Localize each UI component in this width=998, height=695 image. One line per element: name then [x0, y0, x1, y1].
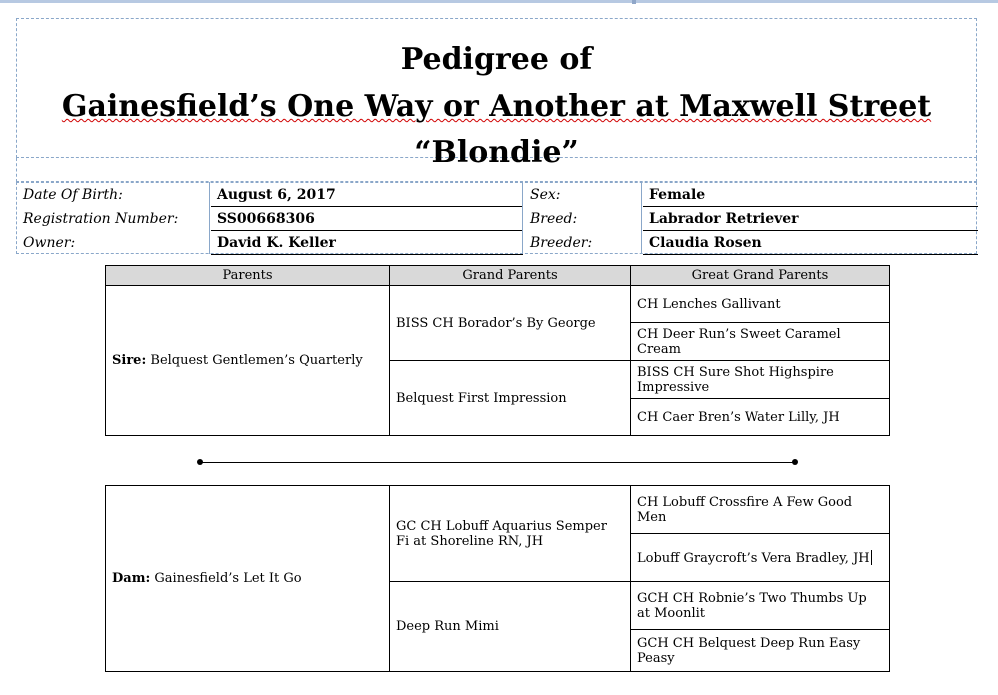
- underline: [643, 206, 978, 207]
- underline: [211, 230, 523, 231]
- sire-great-grandparent-1: CH Lenches Gallivant: [631, 286, 890, 323]
- dam-great-grandparent-1: CH Lobuff Crossfire A Few Good Men: [631, 486, 890, 534]
- breeder-value: Claudia Rosen: [649, 235, 762, 251]
- sire-name: Belquest Gentlemen’s Quarterly: [150, 353, 363, 368]
- info-row-reg: [17, 207, 978, 231]
- dob-value: August 6, 2017: [217, 187, 336, 203]
- separator-endpoint: [792, 459, 798, 465]
- title-dog-name: Gainesfield’s One Way or Another at Maxwell Street: [61, 89, 932, 124]
- header-parents: Parents: [106, 266, 390, 286]
- separator-line: [200, 462, 796, 463]
- title-line-1: Pedigree of: [400, 42, 593, 77]
- registration-label: Registration Number:: [23, 211, 179, 227]
- registration-value: SS00668306: [217, 211, 315, 227]
- info-table: [16, 182, 977, 254]
- underline: [211, 254, 523, 255]
- sex-label: Sex:: [530, 187, 561, 203]
- title-line-2: [17, 90, 976, 124]
- sire-pedigree-table: [105, 265, 890, 436]
- dam-name: Gainesfield’s Let It Go: [154, 571, 302, 586]
- dam-cell: [106, 486, 390, 672]
- owner-value: David K. Keller: [217, 235, 336, 251]
- title-call-name: “Blondie”: [414, 135, 579, 170]
- sire-great-grandparent-3: BISS CH Sure Shot Highspire Impressive: [631, 361, 890, 399]
- sex-value: Female: [649, 187, 706, 203]
- text-cursor: [871, 550, 872, 565]
- underline: [643, 254, 978, 255]
- sire-great-grandparent-4: CH Caer Bren’s Water Lilly, JH: [631, 399, 890, 436]
- breed-label: Breed:: [530, 211, 578, 227]
- sire-great-grandparent-2: CH Deer Run’s Sweet Caramel Cream: [631, 323, 890, 361]
- column-divider: [641, 182, 642, 254]
- dam-great-grandparent-2[interactable]: [631, 534, 890, 582]
- dam-great-grandparent-2-text: Lobuff Graycroft’s Vera Bradley, JH: [637, 550, 870, 566]
- title-spacer-row: [16, 158, 977, 182]
- dam-great-grandparent-3: GCH CH Robnie’s Two Thumbs Up at Moonlit: [631, 582, 890, 630]
- owner-label: Owner:: [23, 235, 76, 251]
- sire-cell: [106, 286, 390, 436]
- dam-grandparent-1: GC CH Lobuff Aquarius Semper Fi at Shoreline RN, JH: [390, 486, 631, 582]
- dam-prefix: Dam:: [112, 571, 151, 586]
- ruler-marker: [632, 0, 636, 4]
- info-row-dob: [17, 183, 978, 207]
- breeder-label: Breeder:: [530, 235, 593, 251]
- dob-label: Date Of Birth:: [23, 187, 123, 203]
- title-block: [16, 18, 977, 170]
- column-divider: [209, 182, 210, 254]
- ruler-strip: [0, 0, 998, 3]
- column-divider: [522, 182, 523, 254]
- breed-value: Labrador Retriever: [649, 211, 799, 227]
- sire-grandparent-1: BISS CH Borador’s By George: [390, 286, 631, 361]
- underline: [643, 230, 978, 231]
- dam-pedigree-table: [105, 485, 890, 672]
- dam-grandparent-2: Deep Run Mimi: [390, 582, 631, 672]
- sire-grandparent-2: Belquest First Impression: [390, 361, 631, 436]
- header-grand-parents: Grand Parents: [390, 266, 631, 286]
- separator-endpoint: [197, 459, 203, 465]
- dam-great-grandparent-4: GCH CH Belquest Deep Run Easy Peasy: [631, 630, 890, 672]
- header-great-grand-parents: Great Grand Parents: [631, 266, 890, 286]
- sire-prefix: Sire:: [112, 353, 147, 368]
- underline: [211, 206, 523, 207]
- info-row-owner: [17, 231, 978, 255]
